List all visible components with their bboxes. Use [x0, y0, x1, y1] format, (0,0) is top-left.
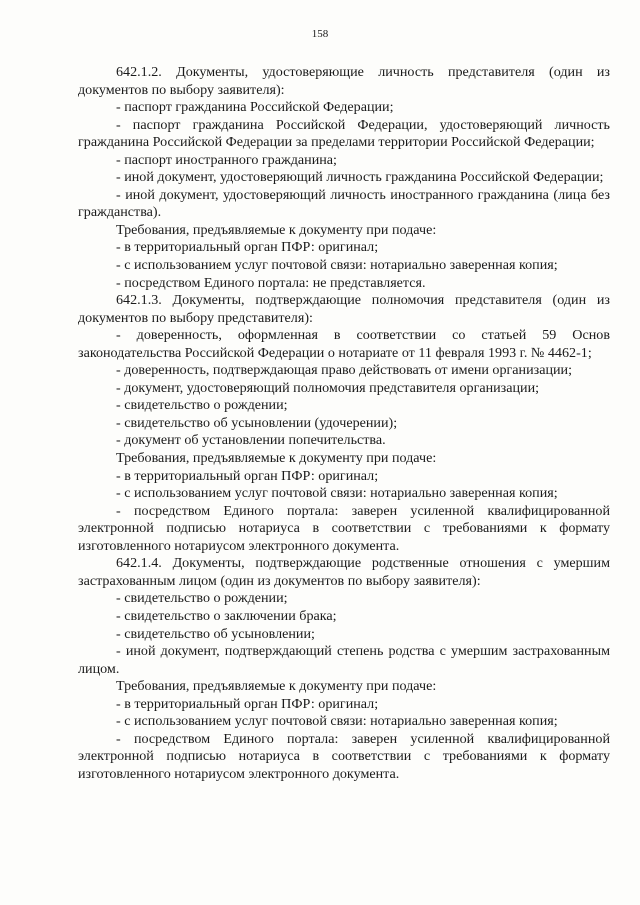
list-item: - паспорт иностранного гражданина;: [116, 151, 337, 168]
list-item: - с использованием услуг почтовой связи: нотариально заверенная копия;: [116, 485, 558, 502]
list-item: - с использованием услуг почтовой связи: нотариально заверенная копия;: [116, 713, 558, 730]
section-642-1-2-heading: 642.1.2. Документы, удостоверяющие личность представителя (один из документов по выбору заявителя):: [78, 64, 610, 98]
list-item: - в территориальный орган ПФР: оригинал;: [116, 239, 379, 256]
document-body: [78, 64, 610, 783]
list-item: - иной документ, удостоверяющий личность гражданина Российской Федерации;: [116, 169, 604, 186]
list-item: - иной документ, удостоверяющий личность иностранного гражданина (лица без гражданства).: [78, 186, 610, 221]
list-item: - в территориальный орган ПФР: оригинал;: [116, 695, 379, 712]
list-item: - свидетельство о рождении;: [116, 590, 288, 607]
list-item: - документ об установлении попечительства.: [116, 432, 386, 449]
list-item: - свидетельство об усыновлении (удочерении);: [116, 414, 398, 431]
requirements-heading: Требования, предъявляемые к документу при подаче:: [116, 221, 437, 238]
list-item: - иной документ, подтверждающий степень родства с умершим застрахованным лицом.: [78, 643, 610, 677]
section-642-1-3-heading: 642.1.3. Документы, подтверждающие полномочия представителя (один из документов по выбору представителя):: [78, 292, 610, 326]
list-item: - посредством Единого портала: не представляется.: [116, 274, 426, 291]
requirements-heading: Требования, предъявляемые к документу при подаче:: [116, 678, 437, 695]
list-item: - свидетельство об усыновлении;: [116, 625, 315, 642]
list-item: - свидетельство о заключении брака;: [116, 607, 337, 624]
list-item: - паспорт гражданина Российской Федерации;: [116, 99, 394, 116]
page-number: 158: [311, 28, 329, 40]
list-item: - доверенность, оформленная в соответствии со статьей 59 Основ законодательства Российской Федерации о нотариате от 11 февраля 1993 г. № 4462-1;: [78, 327, 610, 361]
list-item: - в территориальный орган ПФР: оригинал;: [116, 467, 379, 484]
list-item: - доверенность, подтверждающая право действовать от имени организации;: [116, 362, 573, 379]
list-item: - документ, удостоверяющий полномочия представителя организации;: [116, 379, 540, 396]
requirements-heading: Требования, предъявляемые к документу при подаче:: [116, 450, 437, 467]
list-item: - свидетельство о рождении;: [116, 397, 288, 414]
section-642-1-4-heading: 642.1.4. Документы, подтверждающие родственные отношения с умершим застрахованным лицом (один из документов по выбору заявителя):: [78, 555, 610, 589]
list-item: - посредством Единого портала: заверен усиленной квалифицированной электронной подписью нотариуса в соответствии с требованиями к формату изготовленного нотариусом электронного документа.: [78, 502, 610, 554]
list-item: - с использованием услуг почтовой связи: нотариально заверенная копия;: [116, 257, 558, 274]
list-item: - посредством Единого портала: заверен усиленной квалифицированной электронной подписью нотариуса в соответствии с требованиями к формату изготовленного нотариусом электронного документа.: [78, 730, 610, 782]
list-item: - паспорт гражданина Российской Федерации, удостоверяющий личность гражданина Российской Федерации за пределами территории Российской Федерации;: [78, 116, 610, 151]
